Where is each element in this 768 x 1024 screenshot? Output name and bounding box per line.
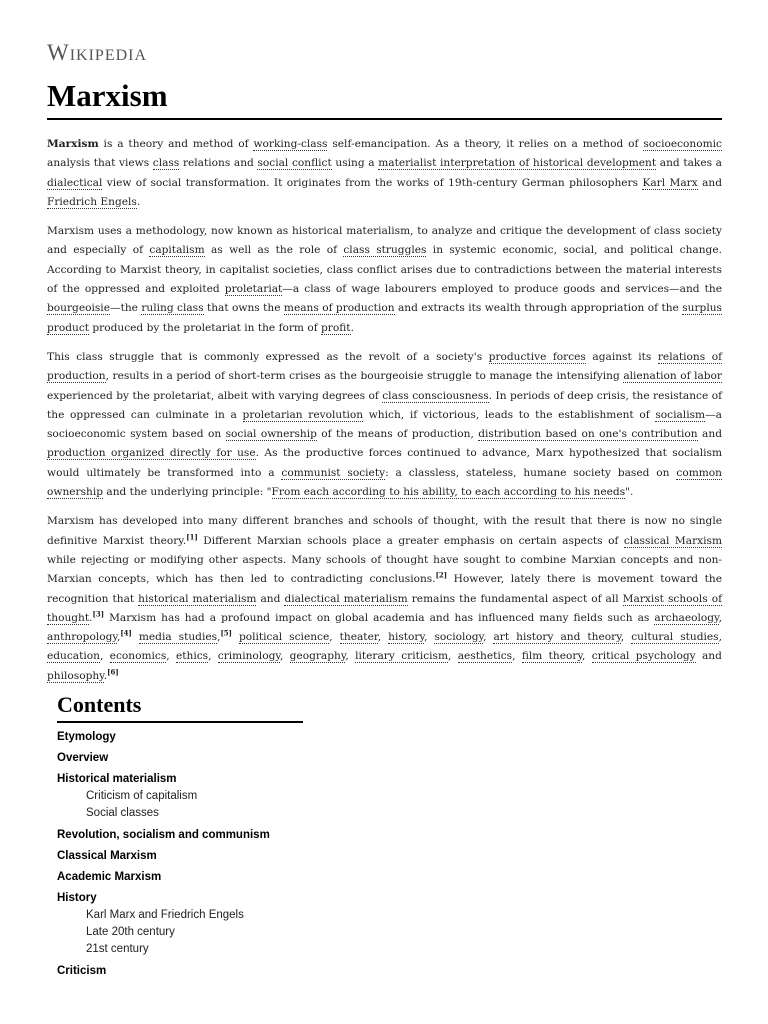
article-link[interactable]: Marxist schools of thought bbox=[47, 592, 723, 624]
article-link[interactable]: history bbox=[388, 631, 425, 644]
article-link[interactable]: philosophy bbox=[47, 669, 104, 682]
article-link[interactable]: Karl Marx bbox=[642, 176, 698, 189]
article-link[interactable]: media studies bbox=[138, 631, 218, 644]
article-link[interactable]: communist society bbox=[281, 466, 386, 479]
contents-heading: Contents bbox=[57, 690, 303, 723]
article-link[interactable]: working-class bbox=[253, 138, 328, 150]
article-link[interactable]: From each according to his ability, to each according to his needs bbox=[271, 486, 626, 499]
toc-item-historical-materialism[interactable]: Historical materialism bbox=[57, 773, 177, 785]
article-link[interactable]: distribution based on one's contribution bbox=[478, 428, 698, 441]
toc-subitem-late-20th-century[interactable]: Late 20th century bbox=[86, 926, 175, 938]
toc-item-history[interactable]: History bbox=[57, 892, 97, 904]
article-link[interactable]: class bbox=[152, 157, 180, 170]
article-link[interactable]: aesthetics bbox=[457, 650, 513, 663]
article-link[interactable]: proletariat bbox=[224, 283, 283, 296]
article-link[interactable]: bourgeoisie bbox=[47, 302, 110, 315]
citation-reference[interactable]: [3] bbox=[92, 609, 105, 619]
article-link[interactable]: art history and theory bbox=[493, 631, 621, 644]
article-link[interactable]: economics bbox=[109, 650, 167, 663]
article-link[interactable]: productive forces bbox=[488, 350, 586, 363]
article-link[interactable]: historical materialism bbox=[138, 592, 257, 605]
article-link[interactable]: social conflict bbox=[257, 157, 332, 170]
article-link[interactable]: class consciousness bbox=[382, 389, 489, 402]
article-link[interactable]: social ownership bbox=[225, 428, 317, 441]
article-link[interactable]: capitalism bbox=[149, 244, 205, 257]
toc-subitem-21st-century[interactable]: 21st century bbox=[86, 943, 149, 955]
article-link[interactable]: production organized directly for use bbox=[47, 447, 256, 460]
article-link[interactable]: relations of production bbox=[47, 350, 723, 383]
article-link[interactable]: anthropology bbox=[47, 631, 117, 644]
toc-item-academic-marxism[interactable]: Academic Marxism bbox=[57, 871, 162, 883]
toc-item-classical-marxism[interactable]: Classical Marxism bbox=[57, 850, 157, 862]
wikipedia-logo[interactable]: Wikipedia bbox=[47, 40, 148, 65]
article-link[interactable]: theater bbox=[339, 631, 378, 644]
article-link[interactable]: surplus product bbox=[47, 302, 722, 334]
toc-group-historical-materialism bbox=[57, 772, 303, 822]
citation-reference[interactable]: [6] bbox=[107, 667, 119, 677]
toc-subitem-marx-engels[interactable]: Karl Marx and Friedrich Engels bbox=[86, 909, 244, 921]
article-link[interactable]: critical psychology bbox=[591, 650, 696, 663]
article-link[interactable]: classical Marxism bbox=[623, 534, 722, 547]
intro-paragraph-1: Marxism is a theory and method of working-class self-emancipation. As a theory, it relies on a method of socioeconomic analysis that views class relations and social conflict using a materialist interpretation of historical development and takes a dialectical view of social transformation. It originates from the works of 19th-century German philosophers Karl Marx and Friedrich Engels. bbox=[47, 138, 722, 208]
article-link[interactable]: proletarian revolution bbox=[242, 408, 364, 421]
article-link[interactable]: geography bbox=[289, 650, 346, 663]
page-title: Marxism bbox=[47, 76, 722, 120]
article-body bbox=[47, 135, 722, 696]
article-link[interactable]: political science bbox=[238, 631, 330, 644]
article-link[interactable]: profit bbox=[321, 321, 351, 334]
bold-term: Marxism bbox=[47, 138, 99, 150]
article-link[interactable]: class struggles bbox=[343, 244, 427, 257]
toc-item-criticism[interactable]: Criticism bbox=[57, 965, 107, 977]
article-link[interactable]: sociology bbox=[434, 631, 484, 644]
article-link[interactable]: socialism bbox=[655, 408, 706, 421]
article-link[interactable]: education bbox=[47, 650, 100, 663]
article-link[interactable]: materialist interpretation of historical development bbox=[378, 157, 657, 170]
article-link[interactable]: criminology bbox=[217, 650, 280, 663]
toc-item-etymology[interactable]: Etymology bbox=[57, 731, 116, 743]
intro-paragraph-4: Marxism has developed into many different branches and schools of thought, with the result that there is now no single definitive Marxist theory.[1] Different Marxian schools place a greater emphasis on certain aspects of classical Marxism while rejecting or modifying other aspects. Many schools of thought have sought to combine Marxian concepts and non-Marxian concepts, which has then led to contradicting conclusions.[2] However, lately there is movement toward the recognition that historical materialism and dialectical materialism remains the fundamental aspect of all Marxist schools of thought.[3] Marxism has had a profound impact on global academia and has influenced many fields such as archaeology, anthropology,[4] media studies,[5] political science, theater, history, sociology, art history and theory, cultural studies, education, economics, ethics, criminology, geography, literary criticism, aesthetics, film theory, critical psychology and philosophy.[6] bbox=[47, 515, 723, 682]
article-link[interactable]: cultural studies bbox=[631, 631, 719, 644]
article-link[interactable]: means of production bbox=[283, 302, 395, 315]
toc-subitem-criticism-of-capitalism[interactable]: Criticism of capitalism bbox=[86, 790, 198, 802]
article-link[interactable]: Friedrich Engels bbox=[47, 195, 137, 208]
article-link[interactable]: alienation of labor bbox=[623, 370, 723, 383]
citation-reference[interactable]: [2] bbox=[435, 570, 448, 580]
article-link[interactable]: ruling class bbox=[141, 302, 204, 315]
intro-paragraph-3: This class struggle that is commonly expressed as the revolt of a society's productive forces against its relations of production, results in a period of short-term crises as the bourgeoisie struggle to manage the intensifying alienation of labor experienced by the proletariat, albeit with varying degrees of class consciousness. In periods of deep crisis, the resistance of the oppressed can culminate in a proletarian revolution which, if victorious, leads to the establishment of socialism—a socioeconomic system based on social ownership of the means of production, distribution based on one's contribution and production organized directly for use. As the productive forces continued to advance, Marx hypothesized that socialism would ultimately be transformed into a communist society: a classless, stateless, humane society based on common ownership and the underlying principle: "From each according to his ability, to each according to his needs". bbox=[47, 350, 723, 499]
article-link[interactable]: ethics bbox=[175, 650, 209, 663]
toc-group-history bbox=[57, 891, 303, 958]
table-of-contents bbox=[57, 690, 303, 985]
intro-paragraph-2: Marxism uses a methodology, now known as historical materialism, to analyze and critique the development of class society and especially of capitalism as well as the role of class struggles in systemic economic, social, and political change. According to Marxist theory, in capitalist societies, class conflict arises due to contradictions between the material interests of the oppressed and exploited proletariat—a class of wage labourers employed to produce goods and services—and the bourgeoisie—the ruling class that owns the means of production and extracts its wealth through appropriation of the surplus product produced by the proletariat in the form of profit. bbox=[47, 225, 723, 334]
article-link[interactable]: archaeology bbox=[654, 611, 719, 624]
article-link[interactable]: dialectical bbox=[47, 176, 103, 189]
article-link[interactable]: film theory bbox=[521, 650, 583, 663]
article-link[interactable]: socioeconomic bbox=[643, 138, 722, 150]
citation-reference[interactable]: [1] bbox=[186, 532, 198, 542]
citation-reference[interactable]: [5] bbox=[220, 628, 232, 638]
citation-reference[interactable]: [4] bbox=[120, 628, 132, 638]
toc-subitem-social-classes[interactable]: Social classes bbox=[86, 807, 159, 819]
toc-item-revolution[interactable]: Revolution, socialism and communism bbox=[57, 829, 270, 841]
toc-item-overview[interactable]: Overview bbox=[57, 752, 109, 764]
article-link[interactable]: common ownership bbox=[47, 466, 722, 499]
article-link[interactable]: dialectical materialism bbox=[284, 592, 408, 605]
article-link[interactable]: literary criticism bbox=[355, 650, 449, 663]
